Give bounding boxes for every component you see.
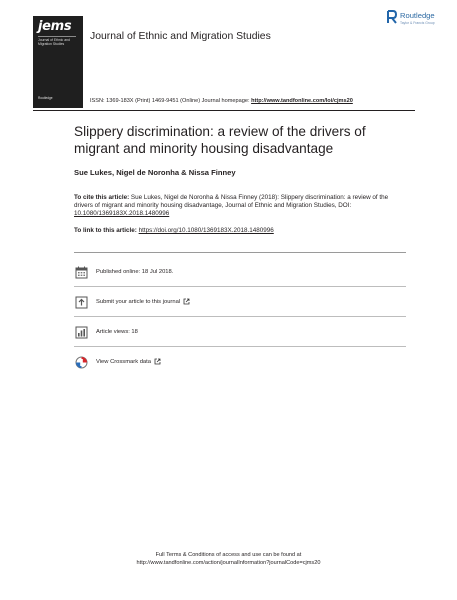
crossmark-row[interactable] bbox=[74, 354, 274, 370]
article-views: Article views: 18 bbox=[96, 329, 138, 335]
submit-icon bbox=[74, 295, 88, 309]
article-title: Slippery discrimination: a review of the drivers of migrant and minority housing disadvantage bbox=[74, 124, 366, 156]
journal-cover bbox=[33, 16, 83, 108]
routledge-logo-icon bbox=[386, 10, 398, 24]
submit-article-label: Submit your article to this journal bbox=[96, 299, 181, 306]
article-views-row bbox=[74, 324, 274, 340]
bar-chart-icon bbox=[74, 325, 88, 339]
publisher-logo bbox=[386, 9, 446, 33]
header-divider bbox=[33, 110, 415, 111]
article-link-line bbox=[74, 227, 274, 234]
published-row bbox=[74, 264, 274, 280]
article-authors: Sue Lukes, Nigel de Noronha & Nissa Finney bbox=[74, 168, 236, 177]
external-link-icon bbox=[183, 298, 190, 305]
meta-divider bbox=[74, 316, 406, 317]
citation-label: To cite this article: bbox=[74, 194, 130, 201]
crossmark-icon bbox=[74, 355, 88, 369]
cover-publisher: Routledge bbox=[38, 96, 53, 100]
article-doi-link[interactable]: https://doi.org/10.1080/1369183X.2018.1480996 bbox=[138, 227, 274, 234]
citation-text: Sue Lukes, Nigel de Noronha & Nissa Finney (2018): Slippery discrimination: a review of the drivers of migrant and minority housing disadvantage, Journal of Ethnic and Migration Studies, DOI: bbox=[74, 194, 389, 209]
external-link-icon bbox=[154, 358, 161, 365]
citation-block bbox=[74, 194, 406, 218]
submit-article-row[interactable] bbox=[74, 294, 274, 310]
footer bbox=[0, 552, 457, 567]
citation-doi-link[interactable]: 10.1080/1369183X.2018.1480996 bbox=[74, 210, 170, 217]
issn-line bbox=[90, 98, 353, 104]
meta-divider bbox=[74, 286, 406, 287]
calendar-icon bbox=[74, 265, 88, 279]
footer-terms-link[interactable]: http://www.tandfonline.com/action/journalInformation?journalCode=cjms20 bbox=[136, 559, 321, 566]
crossmark-link[interactable] bbox=[96, 358, 161, 365]
footer-terms-text: Full Terms & Conditions of access and use can be found at bbox=[155, 552, 302, 558]
link-label: To link to this article: bbox=[74, 227, 137, 234]
published-date: Published online: 18 Jul 2018. bbox=[96, 269, 174, 275]
cover-subtitle: Journal of Ethnic and Migration Studies bbox=[38, 38, 70, 47]
journal-title: Journal of Ethnic and Migration Studies bbox=[90, 31, 271, 42]
cover-divider bbox=[38, 36, 76, 37]
publisher-tagline: Taylor & Francis Group bbox=[400, 21, 435, 25]
publisher-name: Routledge bbox=[400, 11, 435, 20]
meta-divider bbox=[74, 346, 406, 347]
submit-article-link[interactable] bbox=[96, 298, 190, 305]
cover-logo: jems bbox=[38, 19, 72, 34]
meta-top-divider bbox=[74, 252, 406, 253]
crossmark-label: View Crossmark data bbox=[96, 359, 151, 366]
issn-text: ISSN: 1369-183X (Print) 1469-9451 (Online) Journal homepage: bbox=[90, 98, 250, 104]
journal-homepage-link[interactable]: http://www.tandfonline.com/loi/cjms20 bbox=[251, 98, 353, 104]
